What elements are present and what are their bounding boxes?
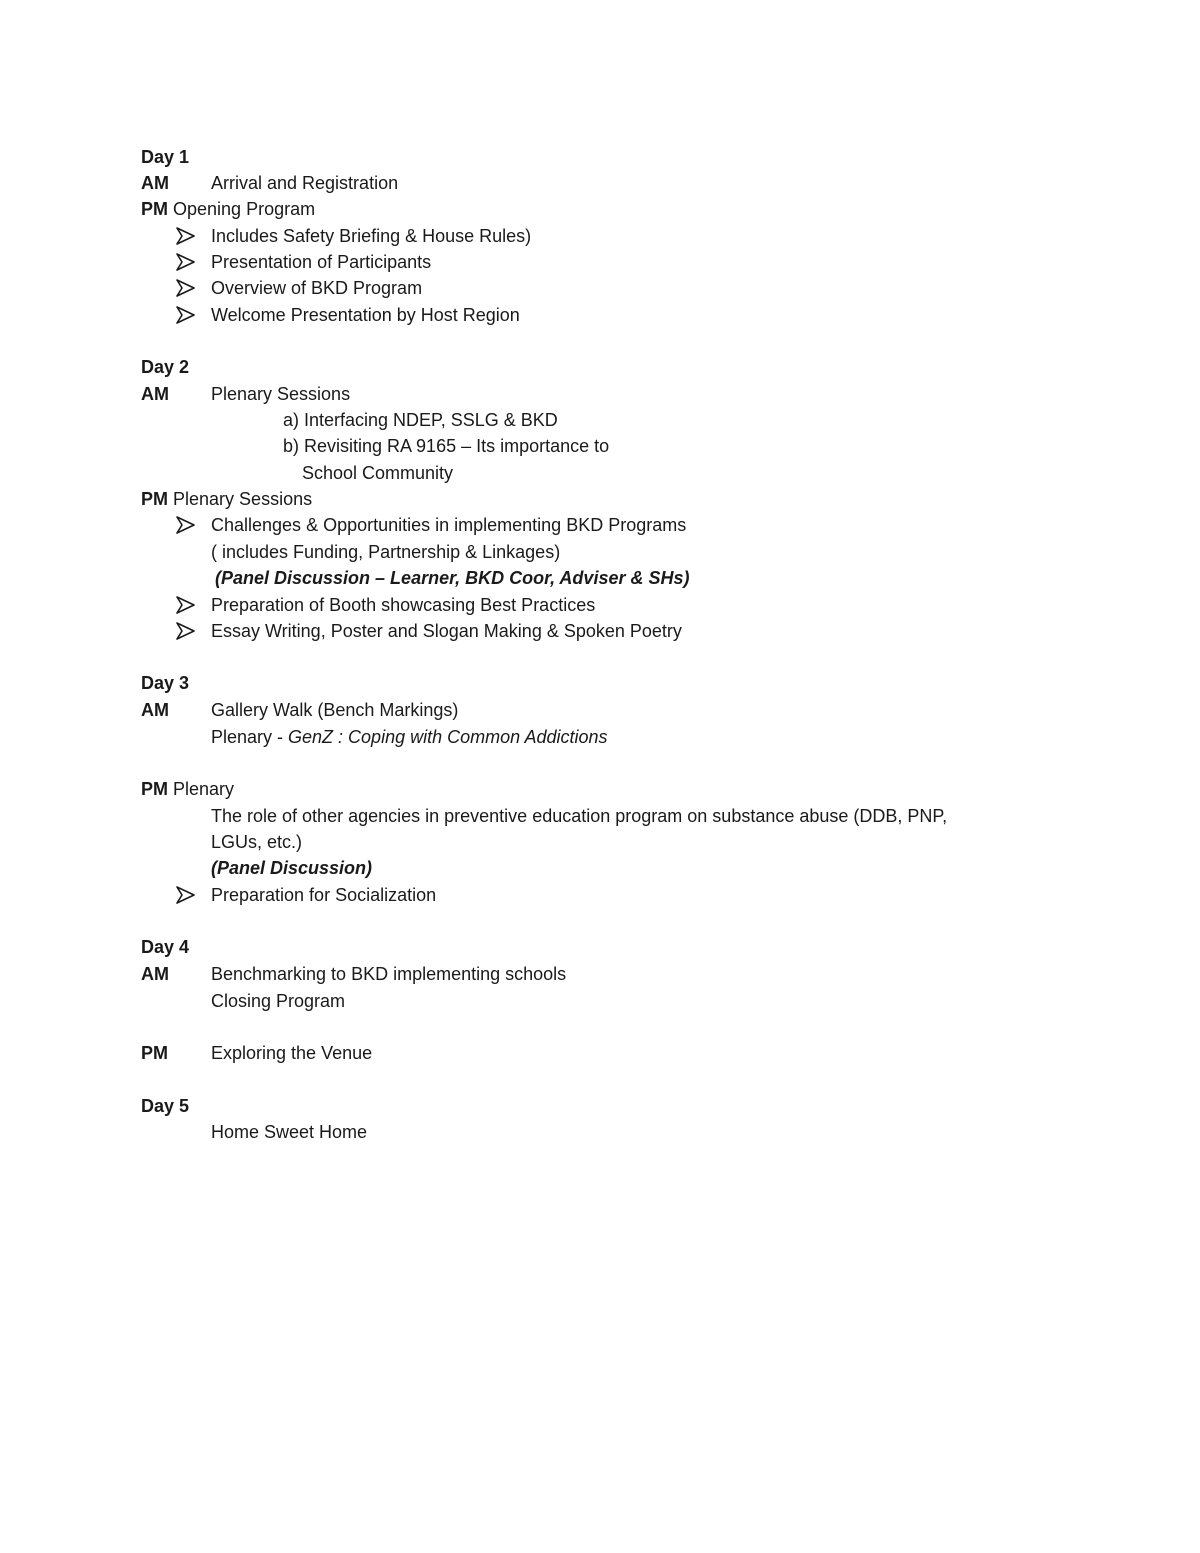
day3-plenary-prefix: Plenary - [211,727,289,747]
day2-pm-text: Plenary Sessions [173,489,313,509]
day2-am-item-b: b) Revisiting RA 9165 – Its importance to [283,436,610,456]
day1-am-label: AM [141,173,169,193]
arrow-bullet-icon [176,886,196,904]
arrow-bullet-icon [176,622,196,640]
day3-pm-label: PM [141,779,168,799]
day4-pm-text: Exploring the Venue [211,1043,373,1063]
day2-bullet-1: Challenges & Opportunities in implementing BKD Programs [211,515,687,535]
day2-heading: Day 2 [141,357,190,377]
day1-heading: Day 1 [141,147,190,167]
day2-bullet-1-cont: ( includes Funding, Partnership & Linkages) [211,542,561,562]
day3-am-label: AM [141,700,169,720]
day4-heading: Day 4 [141,937,190,957]
day3-pm-line1: The role of other agencies in preventive education program on substance abuse (DDB, PNP, [211,806,948,826]
day2-am-text: Plenary Sessions [211,384,351,404]
day1-bullet-4: Welcome Presentation by Host Region [211,305,520,325]
day4-am-text2: Closing Program [211,991,346,1011]
day2-am-item-b-cont: School Community [302,463,454,483]
arrow-bullet-icon [176,596,196,614]
day4-am-text: Benchmarking to BKD implementing schools [211,964,567,984]
arrow-bullet-icon [176,227,196,245]
arrow-bullet-icon [176,306,196,324]
day1-bullet-2: Presentation of Participants [211,252,432,272]
day3-am-text: Gallery Walk (Bench Markings) [211,700,459,720]
day4-pm-label: PM [141,1043,168,1063]
day1-pm-text: Opening Program [173,199,316,219]
day2-bullet-3: Essay Writing, Poster and Slogan Making & Spoken Poetry [211,621,682,641]
day1-pm-line [141,198,315,220]
day5-text: Home Sweet Home [211,1122,368,1142]
day1-bullet-3: Overview of BKD Program [211,278,423,298]
day2-panel-note: (Panel Discussion – Learner, BKD Coor, Adviser & SHs) [215,568,690,588]
day2-bullet-2: Preparation of Booth showcasing Best Practices [211,595,596,615]
day1-pm-label: PM [141,199,168,219]
day3-heading: Day 3 [141,673,190,693]
day3-panel-note: (Panel Discussion) [211,858,373,878]
day3-pm-line [141,778,234,800]
day3-am-plenary [211,726,608,748]
day3-pm-line2: LGUs, etc.) [211,832,303,852]
day1-am-text: Arrival and Registration [211,173,399,193]
day3-bullet: Preparation for Socialization [211,885,437,905]
day2-pm-label: PM [141,489,168,509]
day2-am-label: AM [141,384,169,404]
day2-pm-line [141,488,312,510]
day4-am-label: AM [141,964,169,984]
arrow-bullet-icon [176,516,196,534]
day5-heading: Day 5 [141,1096,190,1116]
day1-bullet-1: Includes Safety Briefing & House Rules) [211,226,532,246]
arrow-bullet-icon [176,253,196,271]
day3-pm-text: Plenary [173,779,235,799]
day2-am-item-a: a) Interfacing NDEP, SSLG & BKD [283,410,558,430]
day3-plenary-topic: GenZ : Coping with Common Addictions [288,727,608,747]
arrow-bullet-icon [176,279,196,297]
